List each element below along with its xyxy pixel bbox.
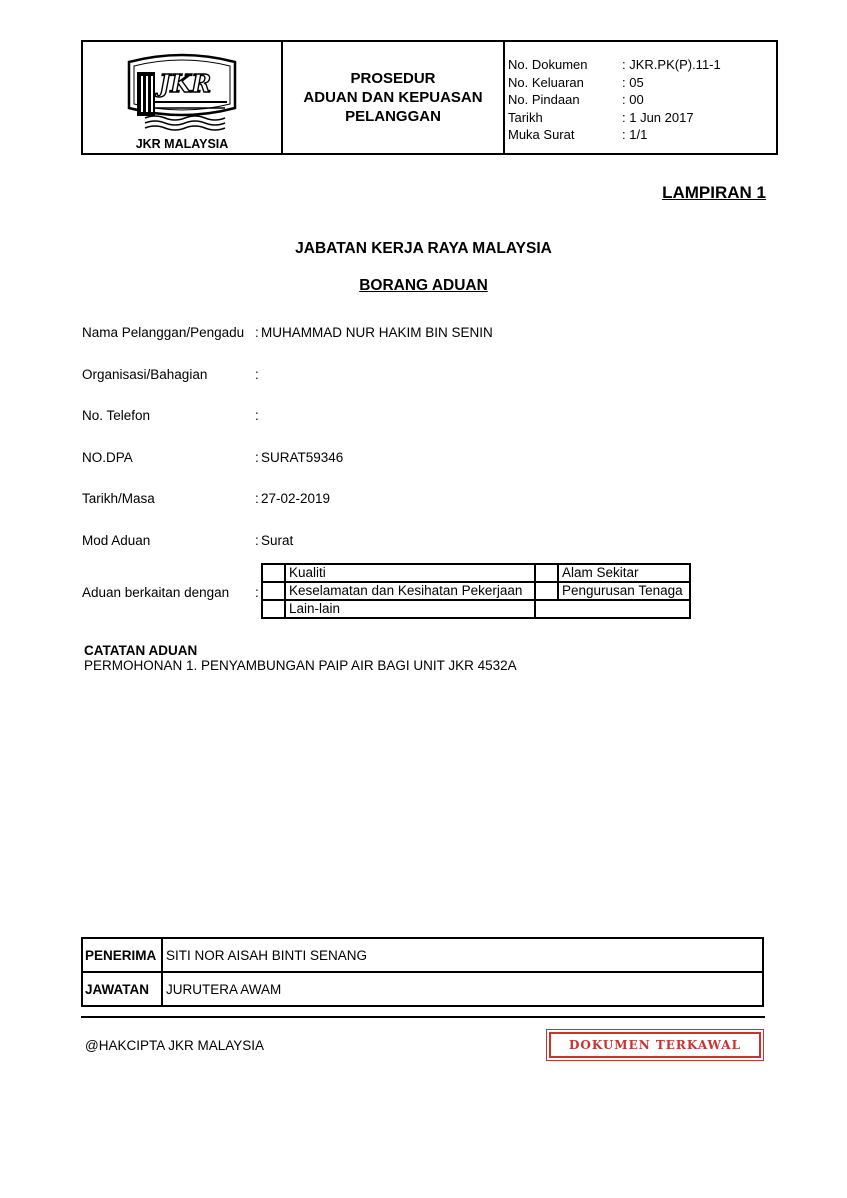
agency-name: JABATAN KERJA RAYA MALAYSIA xyxy=(295,240,552,257)
procedure-title xyxy=(283,42,505,153)
checkbox-kualiti[interactable] xyxy=(262,564,285,582)
field-colon: : xyxy=(255,491,259,506)
title-line-2: ADUAN DAN KEPUASAN xyxy=(303,89,483,106)
logo-cell xyxy=(83,42,283,153)
document-meta xyxy=(505,42,776,153)
field-colon: : xyxy=(255,533,259,548)
field-label: Aduan berkaitan dengan xyxy=(82,585,230,600)
controlled-document-stamp xyxy=(549,1032,761,1058)
field-label: Tarikh/Masa xyxy=(82,491,155,506)
field-label: Mod Aduan xyxy=(82,533,151,548)
field-colon: : xyxy=(255,408,259,423)
field-label: Organisasi/Bahagian xyxy=(82,367,208,382)
checkbox-alam-sekitar[interactable] xyxy=(535,564,558,582)
field-value: SURAT59346 xyxy=(261,450,344,465)
field-label: NO.DPA xyxy=(82,450,133,465)
field-value: 27-02-2019 xyxy=(261,491,331,506)
appendix-label: LAMPIRAN 1 xyxy=(662,183,766,202)
stamp-text: DOKUMEN TERKAWAL xyxy=(568,1038,742,1052)
meta-label: No. Pindaan xyxy=(508,92,580,108)
meta-label: No. Keluaran xyxy=(508,74,584,90)
notes-title: CATATAN ADUAN xyxy=(84,643,198,658)
meta-value: : 00 xyxy=(622,92,644,108)
category-row xyxy=(262,564,690,582)
title-line-1: PROSEDUR xyxy=(350,70,436,87)
receiver-name: SITI NOR AISAH BINTI SENANG xyxy=(162,938,763,972)
field-colon: : xyxy=(255,367,259,382)
position-value: JURUTERA AWAM xyxy=(162,972,763,1006)
category-label: Pengurusan Tenaga xyxy=(558,582,690,600)
checkbox-keselamatan[interactable] xyxy=(262,582,285,600)
receiver-row xyxy=(82,938,763,972)
copyright-text: @HAKCIPTA JKR MALAYSIA xyxy=(85,1038,265,1053)
meta-amendment xyxy=(508,91,776,109)
meta-value: : 1 Jun 2017 xyxy=(622,109,694,125)
category-row xyxy=(262,600,690,618)
meta-label: Muka Surat xyxy=(508,127,575,143)
jkr-logo xyxy=(115,52,249,136)
document-header xyxy=(81,40,778,155)
field-label: Nama Pelanggan/Pengadu xyxy=(82,325,245,340)
org-label: JKR MALAYSIA xyxy=(135,137,229,151)
field-label: No. Telefon xyxy=(82,408,151,423)
meta-doc-no xyxy=(508,56,776,74)
meta-value: : 05 xyxy=(622,74,644,90)
position-row xyxy=(82,972,763,1006)
checkbox-lain-lain[interactable] xyxy=(262,600,285,618)
field-colon: : xyxy=(255,585,259,600)
field-value: MUHAMMAD NUR HAKIM BIN SENIN xyxy=(261,325,493,340)
meta-date xyxy=(508,109,776,127)
meta-page xyxy=(508,126,776,144)
field-colon: : xyxy=(255,450,259,465)
field-value: Surat xyxy=(261,533,294,548)
receiver-label: PENERIMA xyxy=(82,938,162,972)
title-line-3: PELANGGAN xyxy=(345,108,441,125)
jkr-logo-text: JKR xyxy=(159,69,212,98)
meta-label: Tarikh xyxy=(508,109,543,125)
category-label: Kualiti xyxy=(285,564,535,582)
category-row xyxy=(262,582,690,600)
form-title: BORANG ADUAN xyxy=(359,277,488,294)
position-label: JAWATAN xyxy=(82,972,162,1006)
category-table xyxy=(261,563,691,619)
notes-body: PERMOHONAN 1. PENYAMBUNGAN PAIP AIR BAGI UNIT JKR 4532A xyxy=(84,658,517,673)
empty-cell xyxy=(535,600,690,618)
field-colon: : xyxy=(255,325,259,340)
checkbox-pengurusan-tenaga[interactable] xyxy=(535,582,558,600)
category-label: Alam Sekitar xyxy=(558,564,690,582)
category-label: Keselamatan dan Kesihatan Pekerjaan xyxy=(285,582,535,600)
meta-value: : JKR.PK(P).11-1 xyxy=(622,57,721,72)
receiver-table xyxy=(81,937,764,1007)
meta-label: No. Dokumen xyxy=(508,57,588,72)
meta-value: : 1/1 xyxy=(622,127,648,143)
footer-divider xyxy=(81,1016,765,1018)
meta-issue xyxy=(508,74,776,92)
category-label: Lain-lain xyxy=(285,600,535,618)
